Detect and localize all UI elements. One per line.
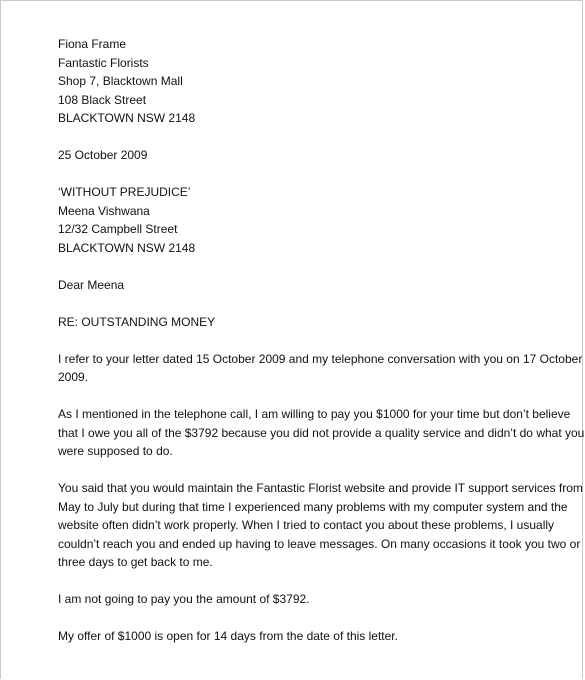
salutation-text: Dear Meena bbox=[58, 277, 125, 292]
paragraph-3 bbox=[58, 479, 583, 572]
paragraph-line: website often didn’t work properly. When I tried to contact you about these problems, I usually bbox=[58, 518, 555, 532]
sender-street: 108 Black Street bbox=[58, 92, 147, 107]
paragraph-line: My offer of $1000 is open for 14 days from the date of this letter. bbox=[58, 629, 398, 643]
paragraph-line: As I mentioned in the telephone call, I am willing to pay you $1000 for your time but don’t believe bbox=[58, 407, 571, 421]
recipient-street: 12/32 Campbell Street bbox=[58, 222, 178, 236]
paragraph-line: May to July but during that time I experienced many problems with my computer system and the bbox=[58, 499, 568, 514]
sender-business: Fantastic Florists bbox=[58, 55, 149, 70]
sender-name: Fiona Frame bbox=[58, 37, 127, 51]
subject-text: RE: OUTSTANDING MONEY bbox=[58, 314, 216, 329]
sender-city: BLACKTOWN NSW 2148 bbox=[58, 111, 196, 125]
sender-address bbox=[58, 35, 538, 128]
paragraph-line: You said that you would maintain the Fantastic Florist website and provide IT support services from bbox=[58, 481, 583, 495]
recipient-address bbox=[58, 183, 538, 257]
paragraph-5 bbox=[58, 627, 538, 646]
paragraph-line: I am not going to pay you the amount of $3792. bbox=[58, 592, 310, 606]
date-text: 25 October 2009 bbox=[58, 148, 148, 162]
letter-date bbox=[58, 146, 538, 165]
letter-body bbox=[58, 35, 585, 664]
paragraph-4 bbox=[58, 590, 538, 609]
paragraph-line: that I owe you all of the $3792 because you did not provide a quality service and didn’t do what you bbox=[58, 425, 585, 440]
paragraph-line: 2009. bbox=[58, 370, 89, 384]
sender-shop: Shop 7, Blacktown Mall bbox=[58, 74, 183, 88]
paragraph-2 bbox=[58, 405, 585, 461]
without-prejudice-notice: ‘WITHOUT PREJUDICE’ bbox=[58, 185, 191, 199]
paragraph-line: couldn’t reach you and ended up having to leave messages. On many occasions it took you two or bbox=[58, 536, 581, 551]
paragraph-line: three days to get back to me. bbox=[58, 555, 213, 569]
recipient-name: Meena Vishwana bbox=[58, 203, 150, 218]
subject-line bbox=[58, 313, 538, 332]
salutation bbox=[58, 276, 538, 295]
paragraph-line: were supposed to do. bbox=[58, 444, 173, 458]
paragraph-line: I refer to your letter dated 15 October 2009 and my telephone conversation with you on 17 October bbox=[58, 351, 583, 366]
paragraph-1 bbox=[58, 350, 583, 387]
recipient-city: BLACKTOWN NSW 2148 bbox=[58, 240, 196, 255]
